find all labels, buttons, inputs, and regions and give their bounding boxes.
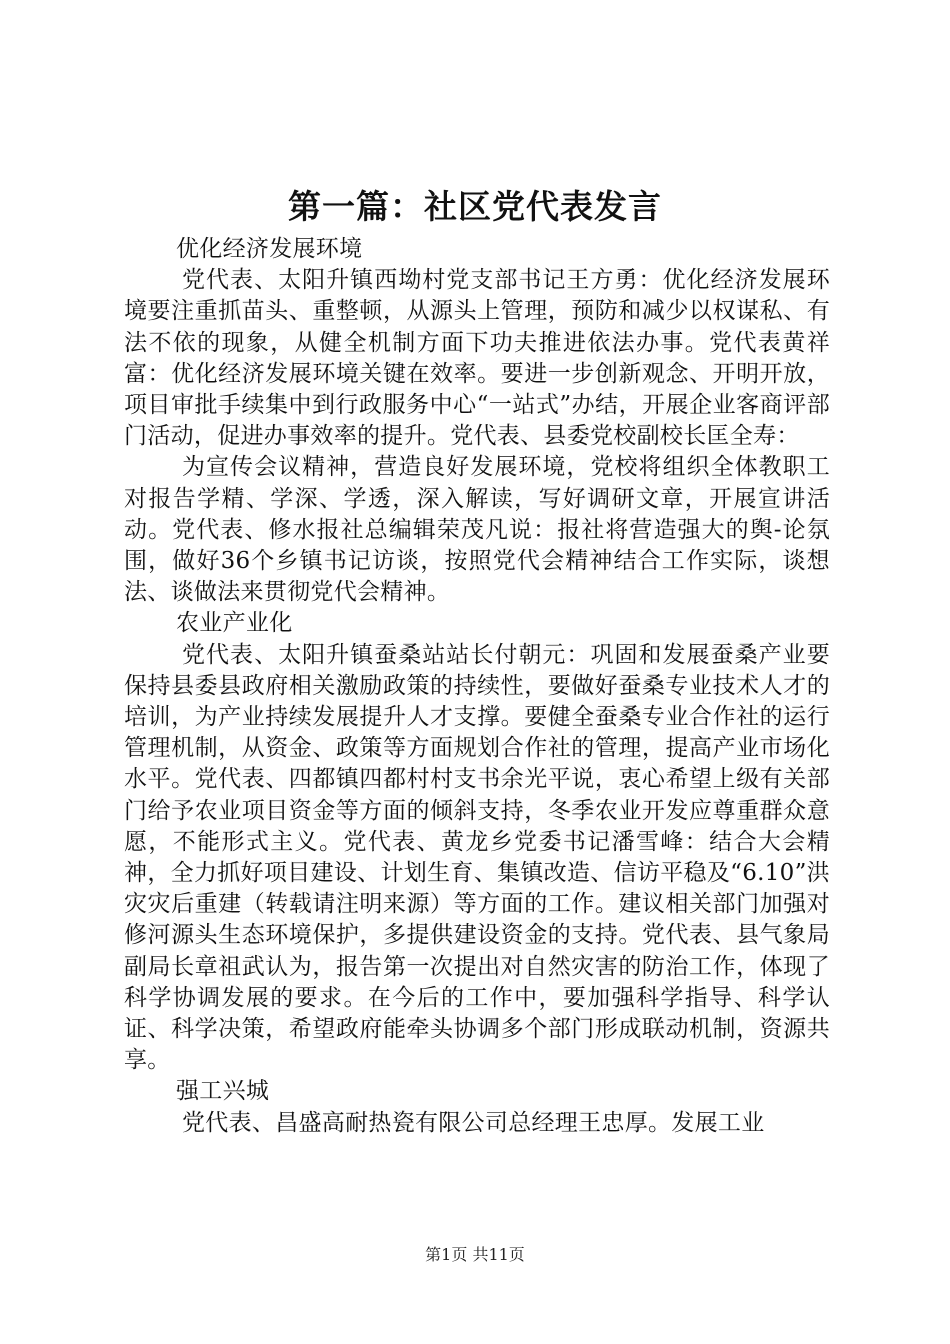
section-heading: 农业产业化 [176,610,293,637]
body-paragraph: 为宣传会议精神，营造良好发展环境，党校将组织全体教职工对报告学精、学深、学透，深入解读，写好调研文章，开展宣讲活动。党代表、修水报社总编辑荣茂凡说：报社将营造强大的舆-论氛围，做好36个乡镇书记访谈，按照党代会精神结合工作实际，谈想法、谈做法来贯彻党代会精神。 [124,454,830,606]
section-heading: 优化经济发展环境 [176,236,363,262]
body-paragraph: 党代表、昌盛高耐热瓷有限公司总经理王忠厚。发展工业 [182,1109,765,1136]
document-body [124,234,830,1139]
body-paragraph: 党代表、太阳升镇蚕桑站站长付朝元：巩固和发展蚕桑产业要保持县委县政府相关激励政策的持续性，要做好蚕桑专业技术人才的培训，为产业持续发展提升人才支撑。要健全蚕桑专业合作社的运行管理机制，从资金、政策等方面规划合作社的管理，提高产业市场化水平。党代表、四都镇四都村村支书余光平说，衷心希望上级有关部门给予农业项目资金等方面的倾斜支持，冬季农业开发应尊重群众意愿，不能形式主义。党代表、黄龙乡党委书记潘雪峰：结合大会精神，全力抓好项目建设、计划生育、集镇改造、信访平稳及“6.10”洪灾灾后重建（转载请注明来源）等方面的工作。建议相关部门加强对修河源头生态环境保护，多提供建设资金的支持。党代表、县气象局副局长章祖武认为，报告第一次提出对自然灾害的防治工作，体现了科学协调发展的要求。在今后的工作中，要加强科学指导、科学认证、科学决策，希望政府能牵头协调多个部门形成联动机制，资源共享。 [124,641,830,1074]
body-paragraph: 党代表、太阳升镇西坳村党支部书记王方勇：优化经济发展环境要注重抓苗头、重整顿，从源头上管理，预防和减少以权谋私、有法不依的现象，从健全机制方面下功夫推进依法办事。党代表黄祥富：优化经济发展环境关键在效率。要进一步创新观念、开明开放，项目审批手续集中到行政服务中心“一站式”办结，开展企业客商评部门活动，促进办事效率的提升。党代表、县委党校副校长匡全寿： [124,267,830,450]
page-number-footer: 第1页 共11页 [425,1245,525,1264]
document-title: 第一篇：社区党代表发言 [288,187,662,226]
section-heading: 强工兴城 [176,1078,270,1105]
